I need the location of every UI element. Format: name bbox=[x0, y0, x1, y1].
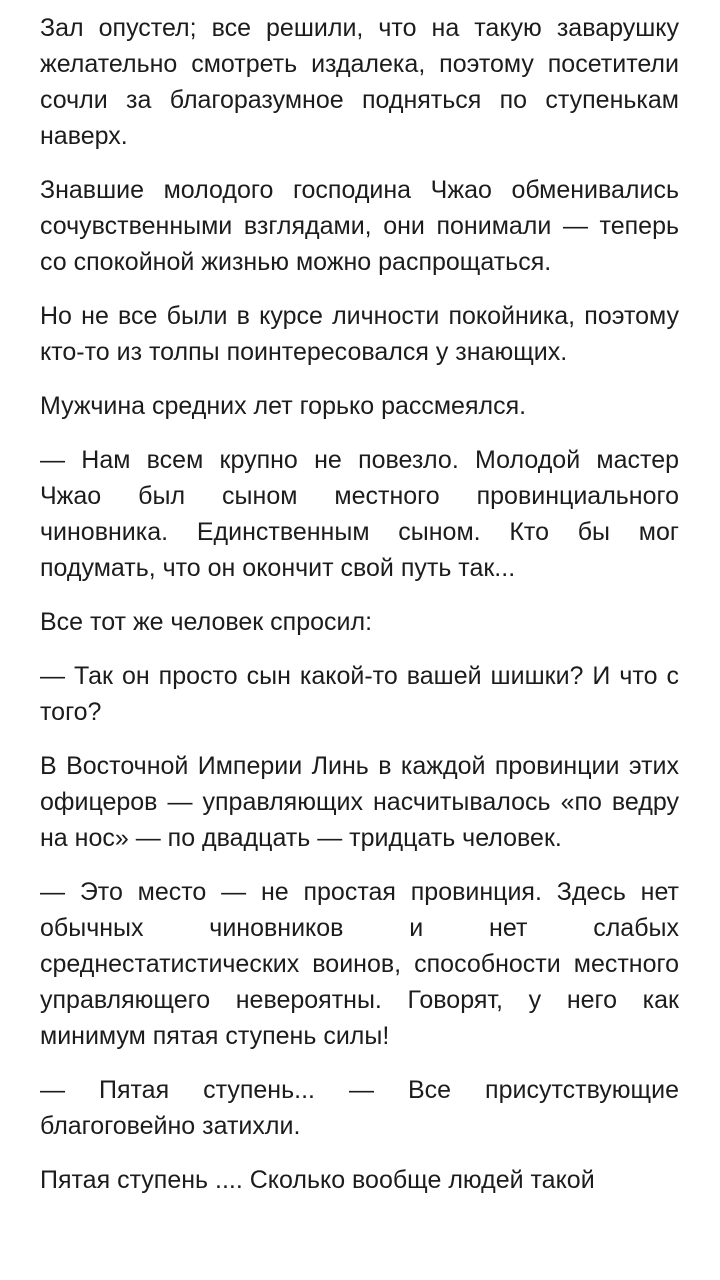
paragraph: — Пятая ступень... — Все присутствующие благоговейно затихли. bbox=[40, 1076, 679, 1140]
paragraph: — Это место — не простая провинция. Здесь нет обычных чиновников и нет слабых среднестатистических воинов, способности местного управляющего невероятны. Говорят, у него как минимум пятая ступень силы! bbox=[40, 878, 679, 1050]
paragraph: Пятая ступень .... Сколько вообще людей такой bbox=[40, 1166, 595, 1194]
paragraph: Знавшие молодого господина Чжао обменивались сочувственными взглядами, они понимали — теперь со спокойной жизнью можно распрощаться. bbox=[40, 176, 679, 276]
paragraph: — Нам всем крупно не повезло. Молодой мастер Чжао был сыном местного провинциального чиновника. Единственным сыном. Кто бы мог подумать, что он окончит свой путь так... bbox=[40, 446, 679, 582]
paragraph: — Так он просто сын какой-то вашей шишки? И что с того? bbox=[40, 662, 679, 726]
paragraph: В Восточной Империи Линь в каждой провинции этих офицеров — управляющих насчитывалось «по ведру на нос» — по двадцать — тридцать человек. bbox=[40, 752, 679, 852]
paragraph: Зал опустел; все решили, что на такую заварушку желательно смотреть издалека, поэтому посетители сочли за благоразумное подняться по ступенькам наверх. bbox=[40, 14, 679, 150]
paragraph: Все тот же человек спросил: bbox=[40, 608, 373, 636]
reader-content bbox=[40, 10, 679, 1216]
paragraph: Но не все были в курсе личности покойника, поэтому кто-то из толпы поинтересовался у знающих. bbox=[40, 302, 679, 366]
paragraph: Мужчина средних лет горько рассмеялся. bbox=[40, 392, 527, 420]
